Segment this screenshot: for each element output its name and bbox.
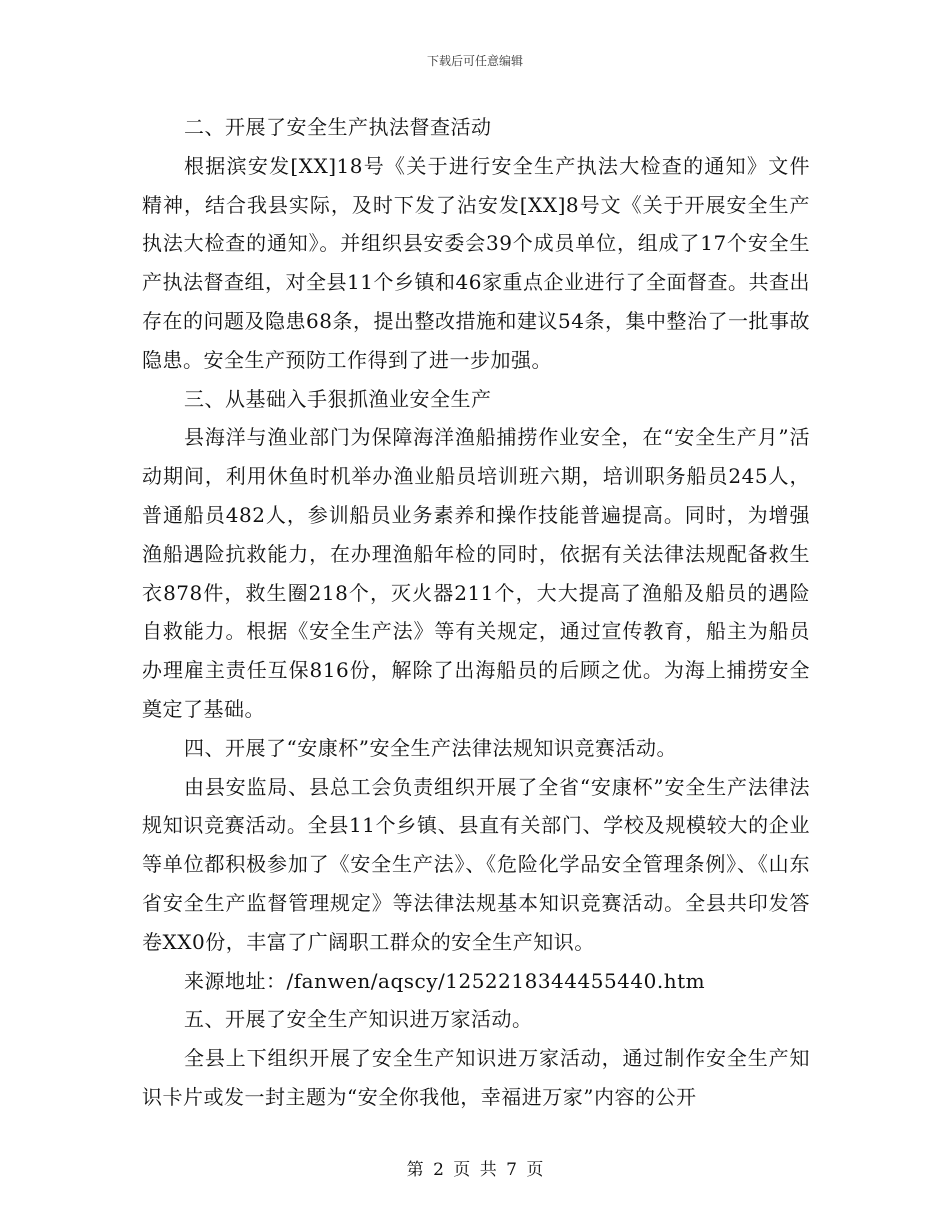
section-heading-2: 二、开展了安全生产执法督查活动 — [184, 115, 492, 139]
paragraph-fishery-safety: 县海洋与渔业部门为保障海洋渔船捕捞作业安全，在“安全生产月”活动期间，利用休鱼时机举办渔业船员培训班六期，培训职务船员245人，普通船员482人，参训船员业务素养和操作技能普遍提高。同时，为增强渔船遇险抗救能力，在办理渔船年检的同时，依据有关法律法规配备救生衣878件，救生圈218个，灭火器211个，大大提高了渔船及船员的遇险自救能力。根据《安全生产法》等有关规定，通过宣传教育，船主为船员办理雇主责任互保816份，解除了出海船员的后顾之优。为海上捕捞安全奠定了基础。 — [142, 425, 810, 721]
section-heading-3: 三、从基础入手狠抓渔业安全生产 — [184, 386, 492, 411]
source-url-line: 来源地址：/fanwen/aqscy/1252218344455440.htm — [184, 968, 706, 993]
page-header-note: 下载后可任意编辑 — [426, 54, 523, 68]
paragraph-knowledge-campaign: 全县上下组织开展了安全生产知识进万家活动，通过制作安全生产知识卡片或发一封主题为“安全你我他，幸福进万家”内容的公开 — [142, 1046, 810, 1109]
section-heading-4: 四、开展了“安康杯”安全生产法律法规知识竞赛活动。 — [184, 735, 677, 760]
document-body — [142, 108, 810, 1117]
paragraph-enforcement-inspection: 根据滨安发[XX]18号《关于进行安全生产执法大检查的通知》文件精神，结合我县实际，及时下发了沾安发[XX]8号文《关于开展安全生产执法大检查的通知》。并组织县安委会39个成员单位，组成了17个安全生产执法督查组，对全县11个乡镇和46家重点企业进行了全面督查。共查出存在的问题及隐患68条，提出整改措施和建议54条，集中整治了一批事故隐患。安全生产预防工作得到了进一步加强。 — [142, 153, 810, 372]
paragraph-ankang-cup: 由县安监局、县总工会负责组织开展了全省“安康杯”安全生产法律法规知识竞赛活动。全县11个乡镇、县直有关部门、学校及规模较大的企业等单位都积极参加了《安全生产法》、《危险化学品安全管理条例》、《山东省安全生产监督管理规定》等法律法规基本知识竞赛活动。全县共印发答卷XX0份，丰富了广阔职工群众的安全生产知识。 — [142, 774, 810, 954]
page-number-footer: 第 2 页 共 7 页 — [406, 1160, 544, 1180]
section-heading-5: 五、开展了安全生产知识进万家活动。 — [184, 1007, 533, 1032]
